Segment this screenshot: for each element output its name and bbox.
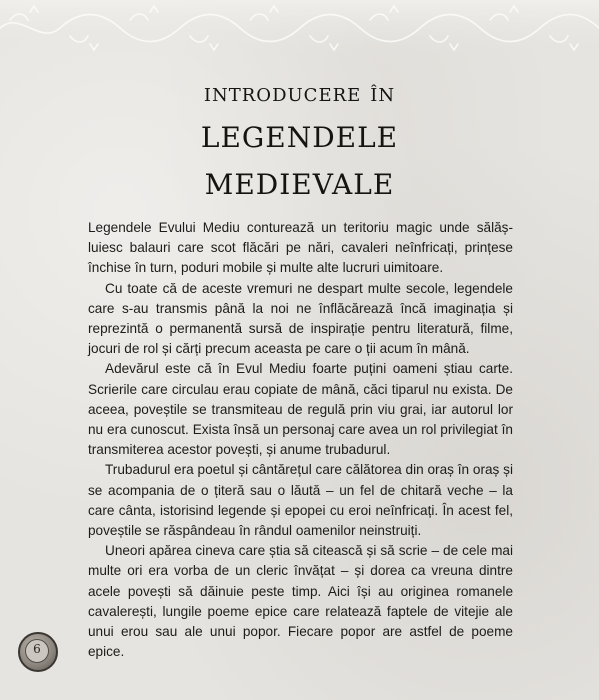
page-number-badge — [18, 632, 58, 672]
paragraph: Legendele Evului Mediu conturează un teritoriu magic unde sălășluiesc balauri care scot flăcări pe nări, cavaleri neînfricați, prințese închise în turn, poduri mobile și multe alte lucruri uimitoare. — [88, 220, 513, 276]
paragraph: Cu toate că de aceste vremuri ne despart multe secole, legendele care s-au transmis până la noi ne înflăcărează încă imaginația și reprezintă o permanentă sursă de inspirație pentru literatură, filme, jocuri de rol și cărți precum aceasta pe care o ții acum în mână. — [88, 280, 513, 357]
title-line-2: legendele — [200, 111, 399, 157]
paragraph: Uneori apărea cineva care știa să citească și să scrie – de cele mai multe ori era vorba de un cleric învățat – și dorea ca vreuna dintre acele povești să dăinuie peste timp. Aici își au originea romanele cavalerești, lungile poeme epice care relatează faptele de vitejie ale unui erou sau ale unui popor. Fiecare popor are astfel de poeme epice. — [88, 543, 513, 660]
title-line-3: medievale — [204, 158, 395, 204]
body-text — [88, 218, 513, 662]
paragraph: Adevărul este că în Evul Mediu foarte puțini oameni știau carte. Scrierile care circulau erau copiate de mână, căci tiparul nu exista. De aceea, poveștile se transmiteau de regulă prin viu grai, iar autorul lor nu era cunoscut. Exista însă un personaj care avea un rol privilegiat în transmiterea acestor povești, și anume trubadurul. — [88, 361, 513, 458]
page-number: 6 — [33, 642, 41, 656]
decorative-frieze — [0, 0, 599, 56]
chapter-title — [0, 76, 599, 204]
title-line-1: introducere în — [203, 78, 396, 107]
paragraph: Trubadurul era poetul și cântărețul care călătorea din oraș în oraș și se acompania de o țiteră sau o lăută – un fel de chitară veche – la care cânta, istorisind legende și epopei cu eroi neînfricați. În acest fel, poveștile se răspândeau în rândul oamenilor neinstruiți. — [88, 462, 513, 539]
